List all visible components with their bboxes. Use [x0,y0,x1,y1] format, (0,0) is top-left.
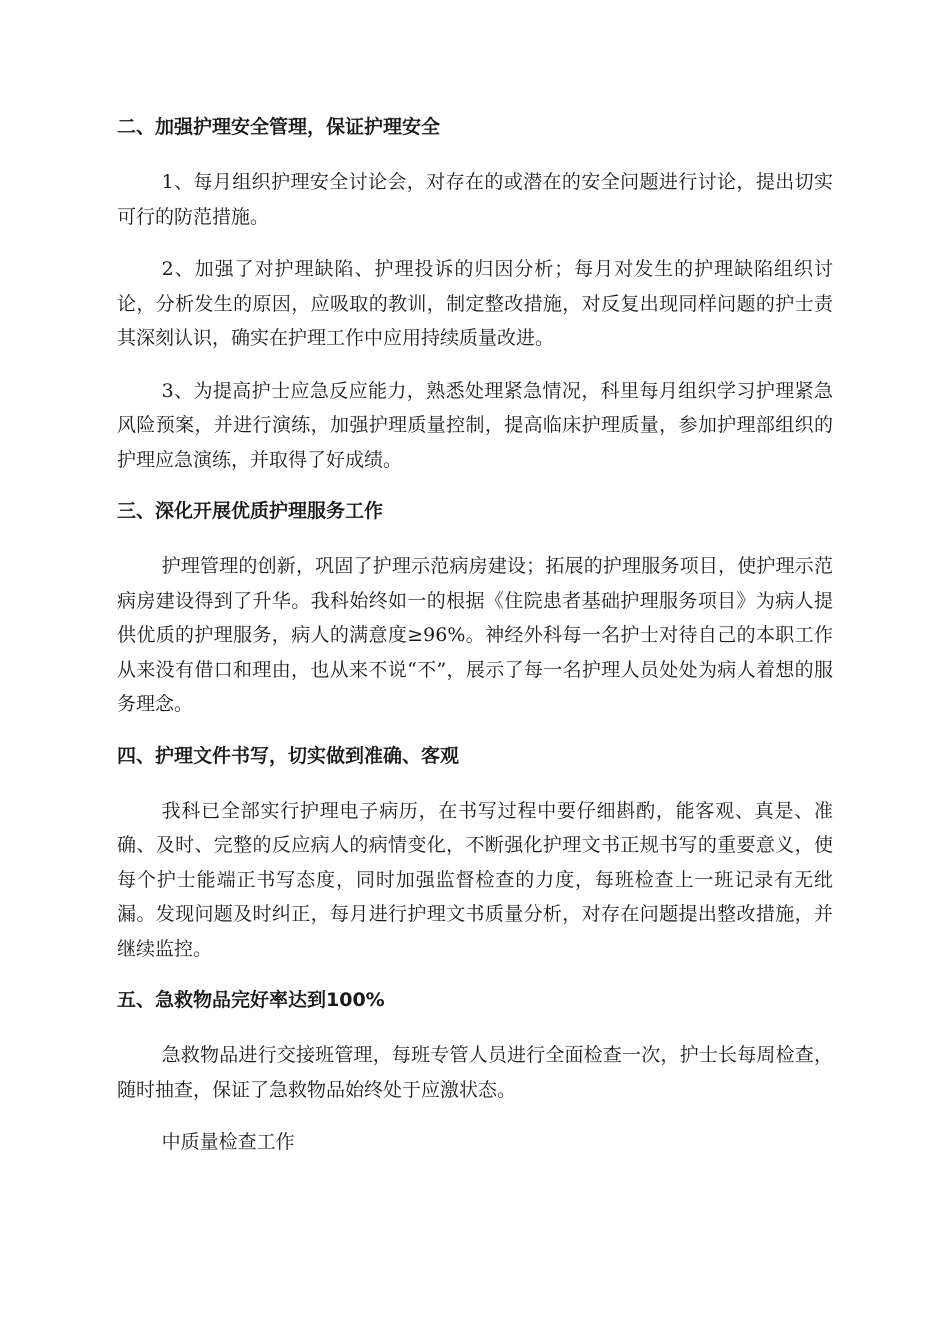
section-heading-quality-service: 三、深化开展优质护理服务工作 [117,500,384,522]
section-heading-emergency-supplies: 五、急救物品完好率达到100% [117,989,385,1011]
paragraph: 我科已全部实行护理电子病历，在书写过程中要仔细斟酌，能客观、真是、准确、及时、完整的反应病人的病情变化，不断强化护理文书正规书写的重要意义，使每个护士能端正书写态度，同时加强监督检查的力度，每班检查上一班记录有无纰漏。发现问题及时纠正，每月进行护理文书质量分析，对存在问题提出整改措施，并继续监控。 [117,799,833,960]
section-heading-documentation: 四、护理文件书写，切实做到准确、客观 [117,744,460,767]
paragraph: 1、每月组织护理安全讨论会，对存在的或潜在的安全问题进行讨论，提出切实可行的防范措施。 [117,171,833,228]
paragraph: 中质量检查工作 [161,1131,295,1153]
paragraph: 急救物品进行交接班管理，每班专管人员进行全面检查一次，护士长每周检查，随时抽查，保证了急救物品始终处于应激状态。 [117,1044,833,1101]
document-body [117,111,833,1160]
paragraph: 3、为提高护士应急反应能力，熟悉处理紧急情况，科里每月组织学习护理紧急风险预案，并进行演练，加强护理质量控制，提高临床护理质量，参加护理部组织的护理应急演练，并取得了好成绩。 [117,379,833,471]
paragraph: 2、加强了对护理缺陷、护理投诉的归因分析；每月对发生的护理缺陷组织讨论，分析发生的原因，应吸取的教训，制定整改措施，对反复出现同样问题的护士责其深刻认识，确实在护理工作中应用持续质量改进。 [117,258,833,349]
paragraph: 护理管理的创新，巩固了护理示范病房建设；拓展的护理服务项目，使护理示范病房建设得到了升华。我科始终如一的根据《住院患者基础护理服务项目》为病人提供优质的护理服务，病人的满意度≥96%。神经外科每一名护士对待自己的本职工作从来没有借口和理由，也从来不说“不”，展示了每一名护理人员处处为病人着想的服务理念。 [117,555,833,715]
section-heading-safety: 二、加强护理安全管理，保证护理安全 [117,116,441,138]
